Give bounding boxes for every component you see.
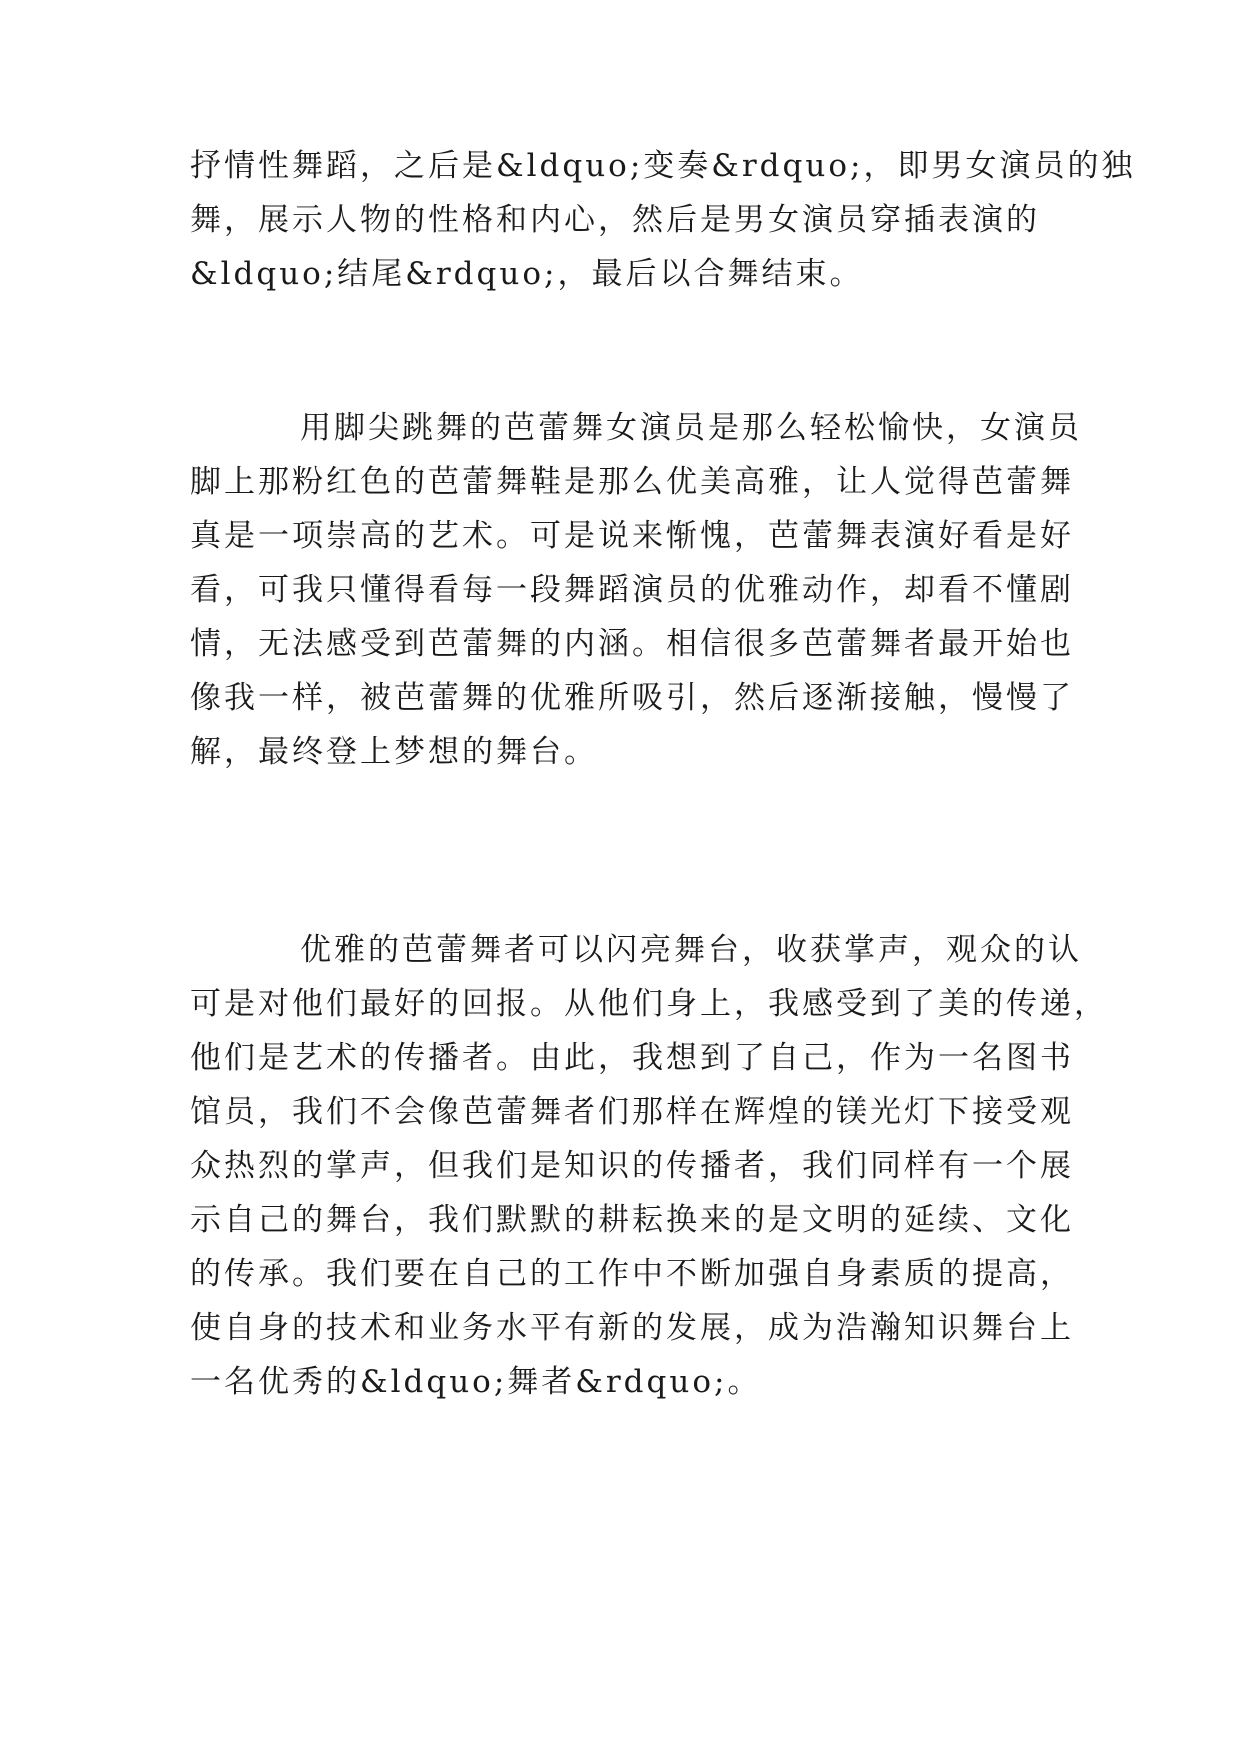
- paragraph-3-line-9: 一名优秀的&ldquo;舞者&rdquo;。: [190, 1364, 762, 1400]
- paragraph-3-line-5: 众热烈的掌声，但我们是知识的传播者，我们同样有一个展: [190, 1148, 1074, 1184]
- paragraph-2-line-6: 像我一样，被芭蕾舞的优雅所吸引，然后逐渐接触，慢慢了: [190, 680, 1074, 716]
- paragraph-3-line-8: 使自身的技术和业务水平有新的发展，成为浩瀚知识舞台上: [190, 1310, 1074, 1346]
- paragraph-3-line-1: 优雅的芭蕾舞者可以闪亮舞台，收获掌声，观众的认: [300, 932, 1082, 968]
- paragraph-2-line-5: 情，无法感受到芭蕾舞的内涵。相信很多芭蕾舞者最开始也: [190, 626, 1074, 662]
- paragraph-2-line-2: 脚上那粉红色的芭蕾舞鞋是那么优美高雅，让人觉得芭蕾舞: [190, 464, 1074, 500]
- paragraph-2-line-7: 解，最终登上梦想的舞台。: [190, 734, 598, 770]
- paragraph-1-line-3: &ldquo;结尾&rdquo;，最后以合舞结束。: [190, 256, 864, 292]
- paragraph-1-line-1: 抒情性舞蹈，之后是&ldquo;变奏&rdquo;，即男女演员的独: [190, 148, 1136, 184]
- paragraph-2-line-3: 真是一项崇高的艺术。可是说来惭愧，芭蕾舞表演好看是好: [190, 518, 1074, 554]
- paragraph-2-line-1: 用脚尖跳舞的芭蕾舞女演员是那么轻松愉快，女演员: [300, 410, 1082, 446]
- paragraph-3-line-3: 他们是艺术的传播者。由此，我想到了自己，作为一名图书: [190, 1040, 1074, 1076]
- paragraph-3-line-4: 馆员，我们不会像芭蕾舞者们那样在辉煌的镁光灯下接受观: [190, 1094, 1074, 1130]
- paragraph-1-line-2: 舞，展示人物的性格和内心，然后是男女演员穿插表演的: [190, 202, 1040, 238]
- paragraph-3-line-7: 的传承。我们要在自己的工作中不断加强自身素质的提高，: [190, 1256, 1074, 1292]
- paragraph-3-line-2: 可是对他们最好的回报。从他们身上，我感受到了美的传递，: [190, 986, 1108, 1022]
- paragraph-2-line-4: 看，可我只懂得看每一段舞蹈演员的优雅动作，却看不懂剧: [190, 572, 1074, 608]
- paragraph-3-line-6: 示自己的舞台，我们默默的耕耘换来的是文明的延续、文化: [190, 1202, 1074, 1238]
